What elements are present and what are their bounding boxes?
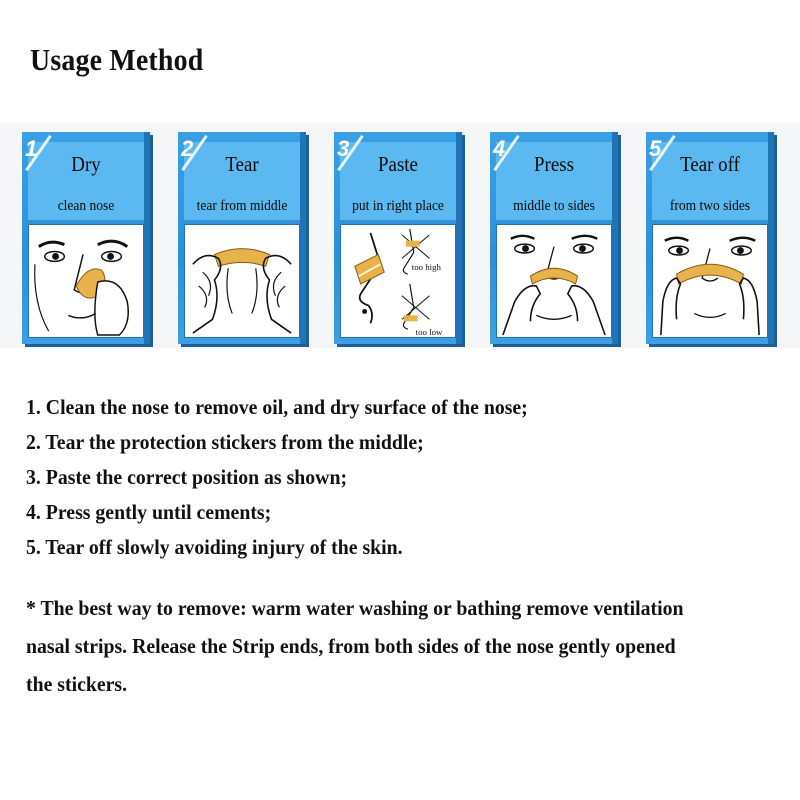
too-low-note: too low — [415, 327, 443, 337]
step-card-1 — [22, 132, 150, 344]
step-subtitle: put in right place — [352, 198, 444, 214]
step-illustration — [28, 224, 144, 338]
instruction-step-5: 5. Tear off slowly avoiding injury of the skin. — [26, 535, 403, 559]
removal-note — [26, 589, 796, 703]
step-subtitle: tear from middle — [196, 198, 288, 214]
step-illustration — [652, 224, 768, 338]
step-number: 3 — [337, 136, 350, 161]
step-card-4 — [490, 132, 618, 344]
step-number: 2 — [181, 136, 194, 161]
step-illustration — [340, 224, 456, 338]
step-subtitle: middle to sides — [513, 198, 595, 214]
step-card-3 — [334, 132, 462, 344]
step-card-5 — [646, 132, 774, 344]
step-title: Tear — [225, 152, 259, 176]
note-line: * The best way to remove: warm water washing or bathing remove ventilation — [26, 596, 684, 620]
instruction-step-1: 1. Clean the nose to remove oil, and dry surface of the nose; — [26, 395, 528, 419]
step-subtitle: clean nose — [57, 198, 115, 214]
note-line: nasal strips. Release the Strip ends, from both sides of the nose gently opened — [26, 634, 676, 658]
note-line: the stickers. — [26, 672, 128, 696]
tear-off-illustration — [653, 225, 767, 337]
press-strip-illustration — [497, 225, 611, 337]
step-title: Dry — [71, 152, 101, 176]
dry-nose-illustration — [29, 225, 143, 337]
paste-position-illustration — [341, 225, 455, 337]
tear-strip-illustration — [185, 225, 299, 337]
step-title: Tear off — [680, 152, 740, 176]
instruction-step-4: 4. Press gently until cements; — [26, 500, 272, 524]
step-illustration — [496, 224, 612, 338]
step-subtitle: from two sides — [669, 198, 751, 214]
step-title: Paste — [378, 152, 418, 176]
instruction-step-2: 2. Tear the protection stickers from the middle; — [26, 430, 424, 454]
step-title: Press — [534, 152, 574, 176]
step-number: 4 — [493, 136, 506, 161]
page-title: Usage Method — [30, 42, 204, 77]
step-number: 5 — [649, 136, 662, 161]
step-illustration — [184, 224, 300, 338]
instructions-list — [26, 390, 796, 565]
step-number: 1 — [25, 136, 38, 161]
instruction-step-3: 3. Paste the correct position as shown; — [26, 465, 348, 489]
too-high-note: too high — [411, 262, 441, 273]
step-card-2 — [178, 132, 306, 344]
